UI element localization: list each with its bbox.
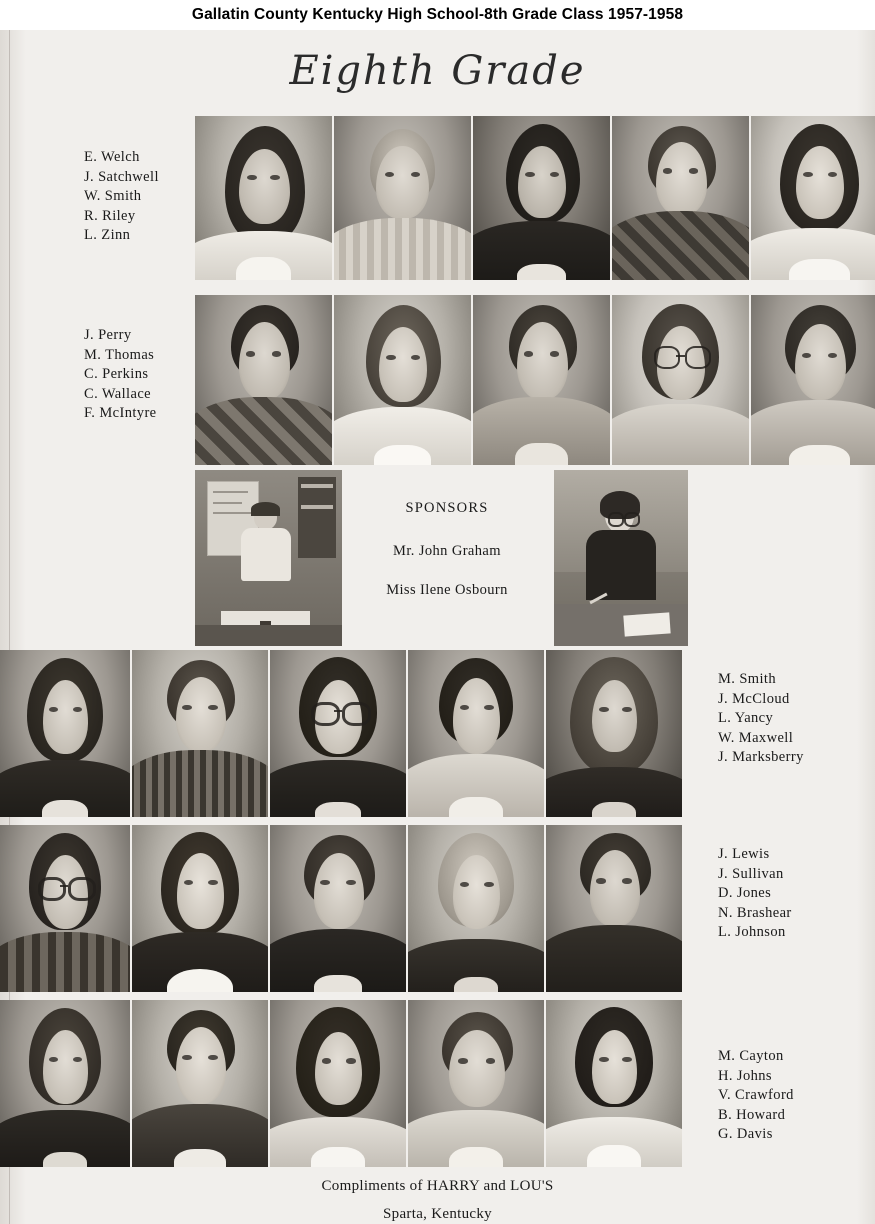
scanned-yearbook-page	[0, 30, 875, 1224]
student-name: B. Howard	[718, 1106, 786, 1123]
student-portrait	[270, 1000, 406, 1167]
name-list-row-1	[84, 148, 159, 246]
student-portrait	[0, 825, 130, 992]
student-portrait	[0, 1000, 130, 1167]
sponsors-block	[352, 500, 542, 621]
eyeglasses-icon	[624, 512, 640, 527]
eyeglasses-icon	[608, 512, 624, 527]
student-portrait	[408, 825, 544, 992]
eyeglasses-icon	[654, 346, 680, 369]
student-portrait	[132, 825, 268, 992]
student-portrait	[334, 116, 471, 280]
student-portrait	[751, 295, 875, 465]
student-name: M. Cayton	[718, 1048, 784, 1064]
student-name: N. Brashear	[718, 904, 792, 921]
student-name: R. Riley	[84, 207, 136, 224]
student-portrait	[132, 1000, 268, 1167]
eyeglasses-icon	[311, 702, 340, 726]
student-name: L. Yancy	[718, 710, 774, 726]
student-portrait	[0, 650, 130, 817]
student-portrait	[473, 295, 610, 465]
student-name: L. Zinn	[84, 227, 131, 243]
sponsor-photo-ilene-osbourn	[554, 470, 688, 646]
page-title: Gallatin County Kentucky High School-8th Grade Class 1957-1958	[191, 6, 684, 23]
student-name: C. Perkins	[84, 366, 149, 382]
student-portrait	[195, 116, 332, 280]
student-portrait	[195, 295, 332, 465]
student-portrait	[408, 1000, 544, 1167]
student-portrait	[270, 825, 406, 992]
student-portrait	[546, 1000, 682, 1167]
student-name: H. Johns	[718, 1067, 772, 1084]
name-list-row-5	[718, 1047, 794, 1145]
student-name: M. Thomas	[84, 346, 155, 363]
sponsor-name: Miss Ilene Osbourn	[386, 582, 508, 598]
student-name: D. Jones	[718, 885, 772, 901]
student-name: L. Johnson	[718, 924, 786, 940]
eyeglasses-icon	[68, 877, 96, 901]
student-name: J. Satchwell	[84, 168, 159, 185]
student-name: J. Perry	[84, 327, 132, 343]
student-name: W. Smith	[84, 188, 142, 204]
name-list-row-3	[718, 670, 804, 768]
student-portrait	[334, 295, 471, 465]
student-portrait	[270, 650, 406, 817]
student-name: F. McIntyre	[84, 405, 157, 421]
student-name: C. Wallace	[84, 385, 151, 402]
student-portrait	[546, 650, 682, 817]
student-name: W. Maxwell	[718, 729, 794, 746]
student-name: J. McCloud	[718, 690, 790, 707]
section-heading: Eighth Grade	[289, 48, 586, 94]
student-portrait	[132, 650, 268, 817]
footer-line-2: Sparta, Kentucky	[383, 1206, 492, 1222]
sponsor-name: Mr. John Graham	[393, 543, 501, 559]
name-list-row-4	[718, 845, 792, 943]
footer-line-1: Compliments of HARRY and LOU'S	[321, 1178, 554, 1194]
eyeglasses-icon	[342, 702, 371, 726]
student-portrait	[473, 116, 610, 280]
sponsors-label: SPONSORS	[405, 500, 489, 516]
student-name: G. Davis	[718, 1126, 773, 1142]
student-portrait	[612, 116, 749, 280]
student-name: J. Marksberry	[718, 749, 804, 765]
sponsor-photo-john-graham	[195, 470, 342, 646]
eyeglasses-icon	[38, 877, 66, 901]
student-portrait	[546, 825, 682, 992]
eyeglasses-icon	[685, 346, 711, 369]
student-portrait	[408, 650, 544, 817]
student-portrait	[751, 116, 875, 280]
student-portrait	[612, 295, 749, 465]
student-name: J. Sullivan	[718, 865, 784, 882]
name-list-row-2	[84, 326, 157, 424]
student-name: E. Welch	[84, 149, 140, 165]
student-name: V. Crawford	[718, 1087, 794, 1103]
student-name: J. Lewis	[718, 846, 770, 862]
student-name: M. Smith	[718, 671, 776, 687]
